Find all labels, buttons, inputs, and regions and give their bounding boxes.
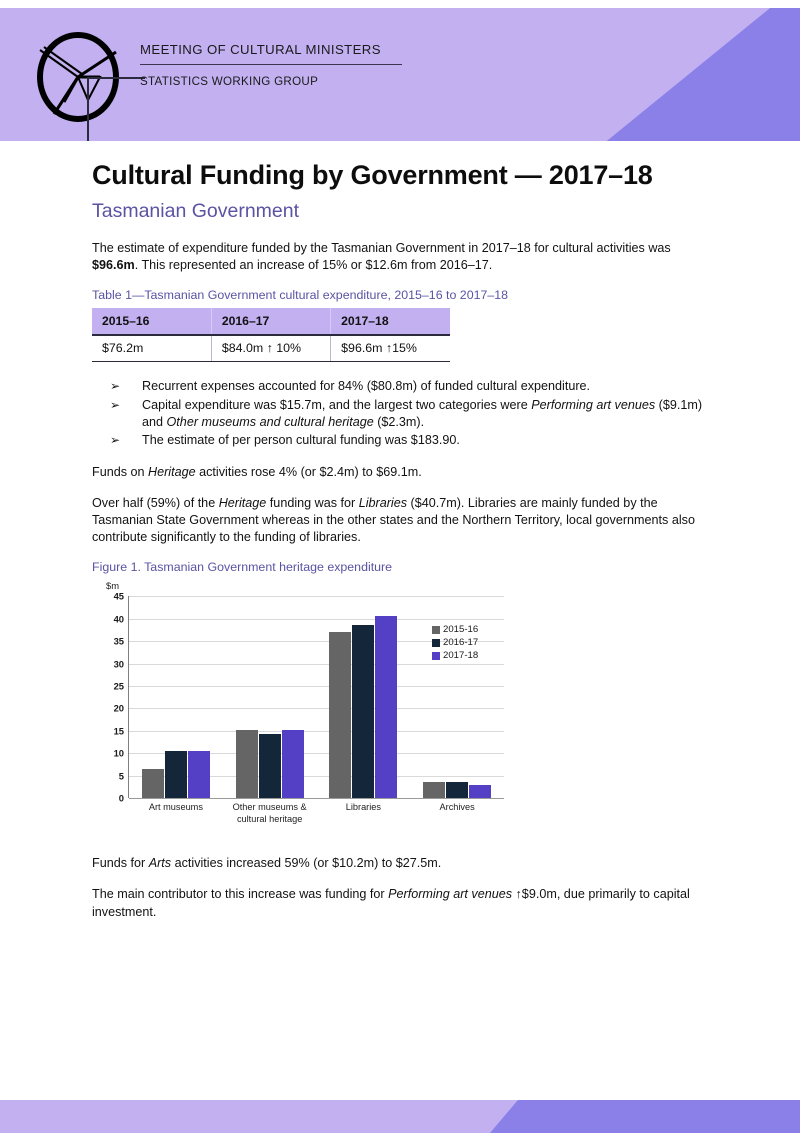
list-item-emphasis: Other museums and cultural heritage — [166, 415, 374, 429]
y-axis-tick-label: 5 — [118, 770, 124, 782]
list-item-emphasis: Performing art venues — [531, 397, 656, 412]
list-item — [92, 397, 712, 432]
arts-text-2: activities increased 59% (or $10.2m) to $27.5m. — [171, 856, 442, 871]
libraries-text-2: funding was for — [266, 495, 359, 510]
header-accent-shape — [570, 8, 800, 141]
expenditure-table — [92, 308, 450, 362]
footer-accent-shape — [490, 1100, 800, 1133]
arts-emphasis: Arts — [148, 856, 172, 871]
chart-bar-group — [142, 596, 210, 798]
header-band — [0, 8, 800, 141]
chart-bar — [236, 730, 258, 799]
table-header-cell: 2017–18 — [331, 308, 450, 335]
legend-label: 2016-17 — [443, 637, 479, 649]
org-name: MEETING OF CULTURAL MINISTERS — [140, 42, 381, 57]
table-header-cell: 2016–17 — [211, 308, 330, 335]
arts-text-1: Funds for — [92, 856, 149, 871]
heritage-emphasis: Heritage — [148, 464, 196, 479]
legend-item — [432, 637, 478, 648]
main-content — [92, 160, 712, 935]
table-cell: $84.0m ↑ 10% — [211, 335, 330, 362]
table-row — [92, 335, 450, 362]
intro-paragraph — [92, 240, 712, 274]
chart-bar — [165, 751, 187, 799]
intro-text-1: The estimate of expenditure funded by the Tasmanian Government in 2017–18 for cultural activities was — [92, 241, 671, 255]
heritage-paragraph — [92, 464, 712, 481]
x-axis-category-label: Archives — [439, 802, 475, 813]
list-item-text: The estimate of per person cultural funding was $183.90. — [142, 433, 460, 448]
x-axis-category-label: Art museums — [148, 802, 203, 813]
key-points-list — [92, 378, 712, 450]
y-axis-tick-label: 30 — [113, 658, 124, 670]
arrow-bullet-icon: ➢ — [110, 433, 121, 448]
section-heading: Tasmanian Government — [92, 200, 300, 222]
mcm-logo-icon — [30, 30, 145, 141]
libraries-paragraph — [92, 495, 712, 546]
y-axis-tick-label: 45 — [113, 590, 124, 602]
table-header-row — [92, 308, 450, 335]
chart-bar — [282, 730, 304, 798]
arts-paragraph — [92, 855, 712, 872]
y-axis-tick-label: 35 — [113, 635, 124, 647]
contributor-paragraph — [92, 886, 712, 920]
legend-label: 2017-18 — [443, 650, 479, 662]
contributor-emphasis: Performing art venues — [388, 887, 513, 902]
x-axis-category-label: Libraries — [345, 802, 381, 813]
intro-bold-value: $96.6m — [92, 258, 135, 273]
table1-caption: Table 1—Tasmanian Government cultural expenditure, 2015–16 to 2017–18 — [92, 288, 509, 303]
libraries-text-3: ($40.7m). Libraries are mainly funded by the Tasmanian State Government whereas in the other states and the Northern Territory, local governments also contribute significantly to the funding of libraries. — [92, 495, 695, 545]
chart-bar — [469, 785, 491, 798]
list-item-text: ($2.3m). — [373, 415, 425, 429]
list-item-text: Capital expenditure was $15.7m, and the largest two categories were — [142, 397, 532, 412]
legend-label: 2015-16 — [443, 624, 479, 636]
y-axis-tick-label: 0 — [118, 792, 124, 804]
chart-bar — [142, 769, 164, 798]
legend-swatch-icon — [432, 626, 440, 634]
y-axis-tick-label: 25 — [113, 680, 124, 692]
chart-bar — [375, 616, 397, 799]
libraries-emphasis-2: Libraries — [358, 495, 408, 510]
chart-bar — [329, 632, 351, 798]
arrow-bullet-icon: ➢ — [110, 397, 121, 412]
heritage-expenditure-chart — [94, 580, 524, 825]
chart-bar — [352, 625, 374, 798]
legend-swatch-icon — [432, 639, 440, 647]
list-item — [92, 432, 712, 449]
intro-text-2: . This represented an increase of 15% or $12.6m from 2016–17. — [134, 258, 493, 273]
legend-item — [432, 624, 478, 635]
heritage-text-2: activities rose 4% (or $2.4m) to $69.1m. — [195, 464, 422, 479]
chart-legend — [432, 624, 478, 663]
header-title-block — [140, 42, 430, 88]
y-axis-tick-label: 20 — [113, 702, 124, 714]
table-header-cell: 2015–16 — [92, 308, 211, 335]
footer-band — [0, 1100, 800, 1133]
legend-item — [432, 650, 478, 661]
list-item-text: Recurrent expenses accounted for 84% ($80.8m) of funded cultural expenditure. — [142, 379, 591, 394]
figure1-caption: Figure 1. Tasmanian Government heritage expenditure — [92, 560, 393, 575]
legend-swatch-icon — [432, 652, 440, 660]
libraries-emphasis-1: Heritage — [218, 495, 267, 510]
x-axis-category-label: Other museums & cultural heritage — [232, 802, 307, 825]
chart-bar — [446, 782, 468, 799]
chart-gridline — [118, 792, 504, 804]
contributor-text-1: The main contributor to this increase was funding for — [92, 887, 389, 902]
y-axis-unit-label: $m — [106, 580, 120, 592]
page-title: Cultural Funding by Government — 2017–18 — [92, 160, 653, 190]
list-item — [92, 378, 712, 395]
chart-bar — [188, 751, 210, 799]
table-cell: $76.2m — [92, 335, 211, 362]
arrow-bullet-icon: ➢ — [110, 379, 121, 394]
org-subgroup: STATISTICS WORKING GROUP — [140, 75, 319, 88]
y-axis-tick-label: 10 — [113, 747, 124, 759]
heritage-text-1: Funds on — [92, 464, 149, 479]
y-axis-tick-label: 15 — [113, 725, 124, 737]
chart-bar — [423, 782, 445, 798]
chart-bar-group — [329, 596, 397, 798]
table-cell: $96.6m ↑15% — [331, 335, 450, 362]
y-axis-tick-label: 40 — [113, 613, 124, 625]
chart-bar — [259, 734, 281, 798]
contributor-text-2: ↑$9.0m, due primarily to capital investment. — [92, 887, 690, 919]
chart-bar-group — [236, 596, 304, 798]
list-item-text: ($9.1m) and — [142, 397, 703, 429]
libraries-text-1: Over half (59%) of the — [92, 495, 219, 510]
